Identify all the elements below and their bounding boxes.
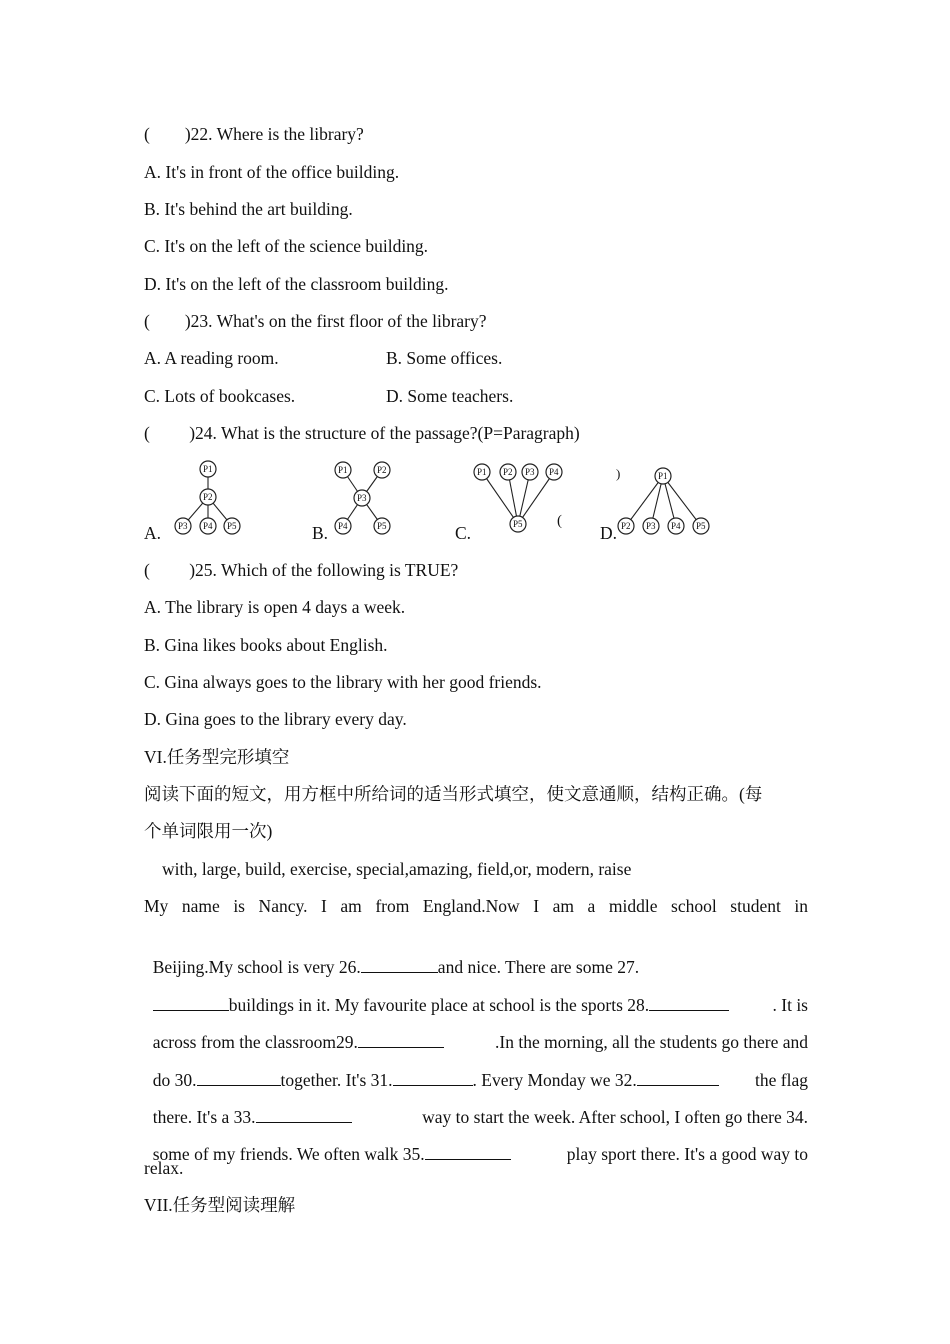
svg-text:P5: P5	[227, 521, 237, 531]
section6-instruction-line1: 阅读下面的短文，用方框中所给词的适当形式填空，使文意通顺，结构正确。(每	[144, 784, 763, 804]
svg-text:P5: P5	[696, 521, 706, 531]
q24-option-a-label: A.	[144, 523, 162, 543]
q23-option-d: D. Some teachers.	[386, 386, 514, 406]
node-p2	[200, 489, 216, 505]
svg-text:P3: P3	[525, 467, 535, 477]
node-p4	[200, 518, 216, 534]
q23-option-b: B. Some offices.	[386, 348, 503, 368]
svg-text:P2: P2	[377, 465, 387, 475]
structure-diagram-d	[612, 458, 712, 542]
word-box: with, large, build, exercise, special,amazing, field,or, modern, raise	[162, 859, 632, 879]
svg-text:P5: P5	[513, 519, 523, 529]
svg-text:P3: P3	[357, 493, 367, 503]
passage-line-7: some of my friends. We often walk 35. play sport there. It's a good way to	[152, 1144, 808, 1164]
q22-option-b: B. It's behind the art building.	[144, 199, 353, 219]
section6-instruction-line2: 个单词限用一次)	[144, 821, 273, 841]
passage-line-3: buildings in it. My favourite place at school is the sports 28. . It is	[144, 969, 808, 1017]
svg-text:P1: P1	[203, 464, 213, 474]
svg-text:P1: P1	[658, 471, 668, 481]
q25-option-b: B. Gina likes books about English.	[144, 635, 388, 655]
passage-line-2: Beijing.My school is very 26. and nice. There are some 27.	[152, 957, 640, 977]
section7-heading: VII.任务型阅读理解	[144, 1195, 296, 1215]
passage-line-5: do 30. together. It's 31. . Every Monday we 32. the flag	[152, 1070, 808, 1090]
svg-text:P2: P2	[621, 521, 631, 531]
q24-option-b-label: B.	[312, 523, 329, 543]
q24-option-c-label: C.	[455, 523, 472, 543]
q24-option-d-label: D.	[600, 523, 618, 543]
passage-line-4: across from the classroom29. .In the morning, all the students go there and	[152, 1032, 808, 1052]
svg-text:P5: P5	[377, 521, 387, 531]
svg-text:P4: P4	[671, 521, 681, 531]
passage-line-6: there. It's a 33. way to start the week. After school, I often go there 34.	[152, 1107, 808, 1127]
stray-paren-open: (	[557, 513, 562, 529]
svg-text:P4: P4	[203, 521, 213, 531]
stray-paren-close: )	[616, 466, 621, 481]
svg-text:P3: P3	[646, 521, 656, 531]
passage-line-8: relax.	[144, 1158, 184, 1178]
svg-text:P2: P2	[503, 467, 513, 477]
q22-stem: ( )22. Where is the library?	[144, 124, 364, 144]
passage-line-1: My name is Nancy. I am from England.Now I am a middle school student in	[144, 896, 808, 916]
node-p1	[200, 461, 216, 477]
q25-option-a: A. The library is open 4 days a week.	[144, 597, 406, 617]
q25-option-c: C. Gina always goes to the library with her good friends.	[144, 672, 542, 692]
node-p5	[224, 518, 240, 534]
q22-option-d: D. It's on the left of the classroom building.	[144, 274, 449, 294]
svg-text:P2: P2	[203, 492, 213, 502]
q25-stem: ( )25. Which of the following is TRUE?	[144, 560, 459, 580]
svg-text:P4: P4	[338, 521, 348, 531]
svg-text:P4: P4	[549, 467, 559, 477]
q22-option-a: A. It's in front of the office building.	[144, 162, 400, 182]
svg-text:P1: P1	[477, 467, 487, 477]
q23-option-c: C. Lots of bookcases.	[144, 386, 296, 406]
q22-option-c: C. It's on the left of the science building.	[144, 236, 429, 256]
structure-diagram-a	[168, 458, 248, 542]
q25-option-d: D. Gina goes to the library every day.	[144, 709, 407, 729]
q23-option-a: A. A reading room.	[144, 348, 279, 368]
node-p3	[175, 518, 191, 534]
blank-35[interactable]	[425, 1142, 511, 1160]
svg-text:P1: P1	[338, 465, 348, 475]
structure-diagram-b	[330, 458, 394, 542]
structure-diagram-c	[470, 458, 566, 542]
q23-stem: ( )23. What's on the first floor of the library?	[144, 311, 487, 331]
section6-heading: VI.任务型完形填空	[144, 747, 290, 767]
q24-stem: ( )24. What is the structure of the passage?(P=Paragraph)	[144, 423, 580, 443]
svg-text:P3: P3	[178, 521, 188, 531]
